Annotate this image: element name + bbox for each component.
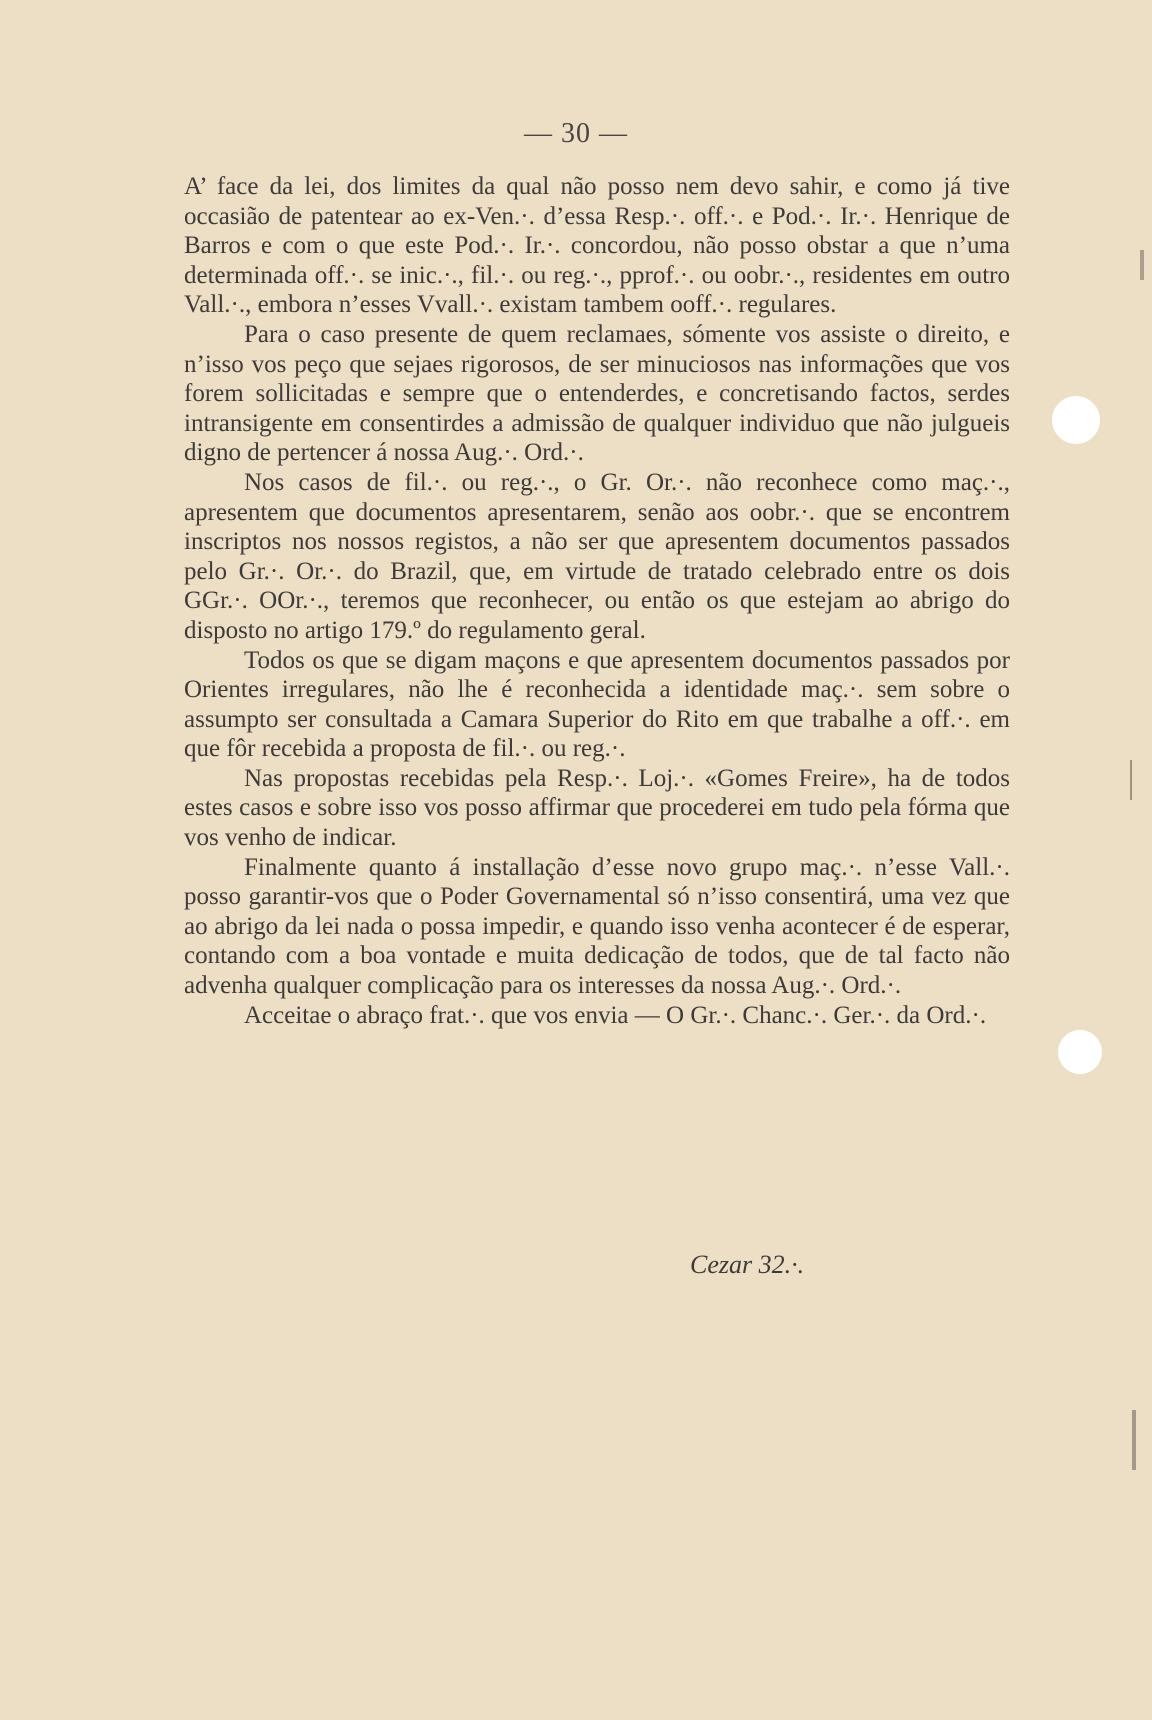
signature: Cezar 32.·. [690, 1250, 805, 1279]
paragraph-5: Nas propostas recebidas pela Resp.·. Loj.·. «Gomes Freire», ha de todos estes casos e sobre isso vos posso affirmar que procederei em tudo pela fórma que vos venho de indicar. [184, 764, 1010, 852]
punch-hole-top [1052, 396, 1100, 444]
punch-hole-bottom [1058, 1030, 1102, 1074]
paragraph-7: Acceitae o abraço frat.·. que vos envia — O Gr.·. Chanc.·. Ger.·. da Ord.·. [244, 1001, 987, 1029]
margin-mark-2 [1130, 760, 1132, 800]
margin-mark-3 [1132, 1410, 1136, 1470]
paragraph-1: A’ face da lei, dos limites da qual não posso nem devo sahir, e como já tive occasião de patentear ao ex-Ven.·. d’essa Resp.·. off.·. e Pod.·. Ir.·. Henrique de Barros e com o que este Pod.·. Ir.·. concordou, não posso obstar a que n’uma determinada off.·. se inic.·., fil.·. ou reg.·., pprof.·. ou oobr.·., residentes em outro Vall.·., embora n’esses Vvall.·. existam tambem ooff.·. regulares. [184, 173, 1010, 319]
paragraph-2: Para o caso presente de quem reclamaes, sómente vos assiste o direito, e n’isso vos peço que sejaes rigorosos, de ser minuciosos nas informações que vos forem sollicitadas e sempre que o entenderdes, e concretisando factos, serdes intransigente em consentirdes a admissão de qualquer individuo que não julgueis digno de pertencer á nossa Aug.·. Ord.·. [184, 320, 1010, 467]
paragraph-4: Todos os que se digam maçons e que apresentem documentos passados por Orientes irregulares, não lhe é reconhecida a identidade maç.·. sem sobre o assumpto ser consultada a Camara Superior do Rito em que trabalhe a off.·. em que fôr recebida a proposta de fil.·. ou reg.·. [184, 646, 1010, 763]
letter-body [184, 172, 1010, 1030]
paragraph-6: Finalmente quanto á installação d’esse novo grupo maç.·. n’esse Vall.·. posso garantir-vos que o Poder Governamental só n’isso consentirá, uma vez que ao abrigo da lei nada o possa impedir, e quando isso venha acontecer é de esperar, contando com a boa vontade e muita dedicação de todos, que de tal facto não advenha qualquer complicação para os interesses da nossa Aug.·. Ord.·. [184, 853, 1010, 1000]
page-number: — 30 — [524, 118, 628, 149]
margin-mark-1 [1140, 250, 1144, 280]
paragraph-3: Nos casos de fil.·. ou reg.·., o Gr. Or.·. não reconhece como maç.·., apresentem que documentos apresentarem, senão aos oobr.·. que se encontrem inscriptos nos nossos registos, a não ser que apresentem documentos passados pelo Gr.·. Or.·. do Brazil, que, em virtude de tratado celebrado entre os dois GGr.·. OOr.·., teremos que reconhecer, ou então os que estejam ao abrigo do disposto no artigo 179.º do regulamento geral. [184, 468, 1010, 644]
